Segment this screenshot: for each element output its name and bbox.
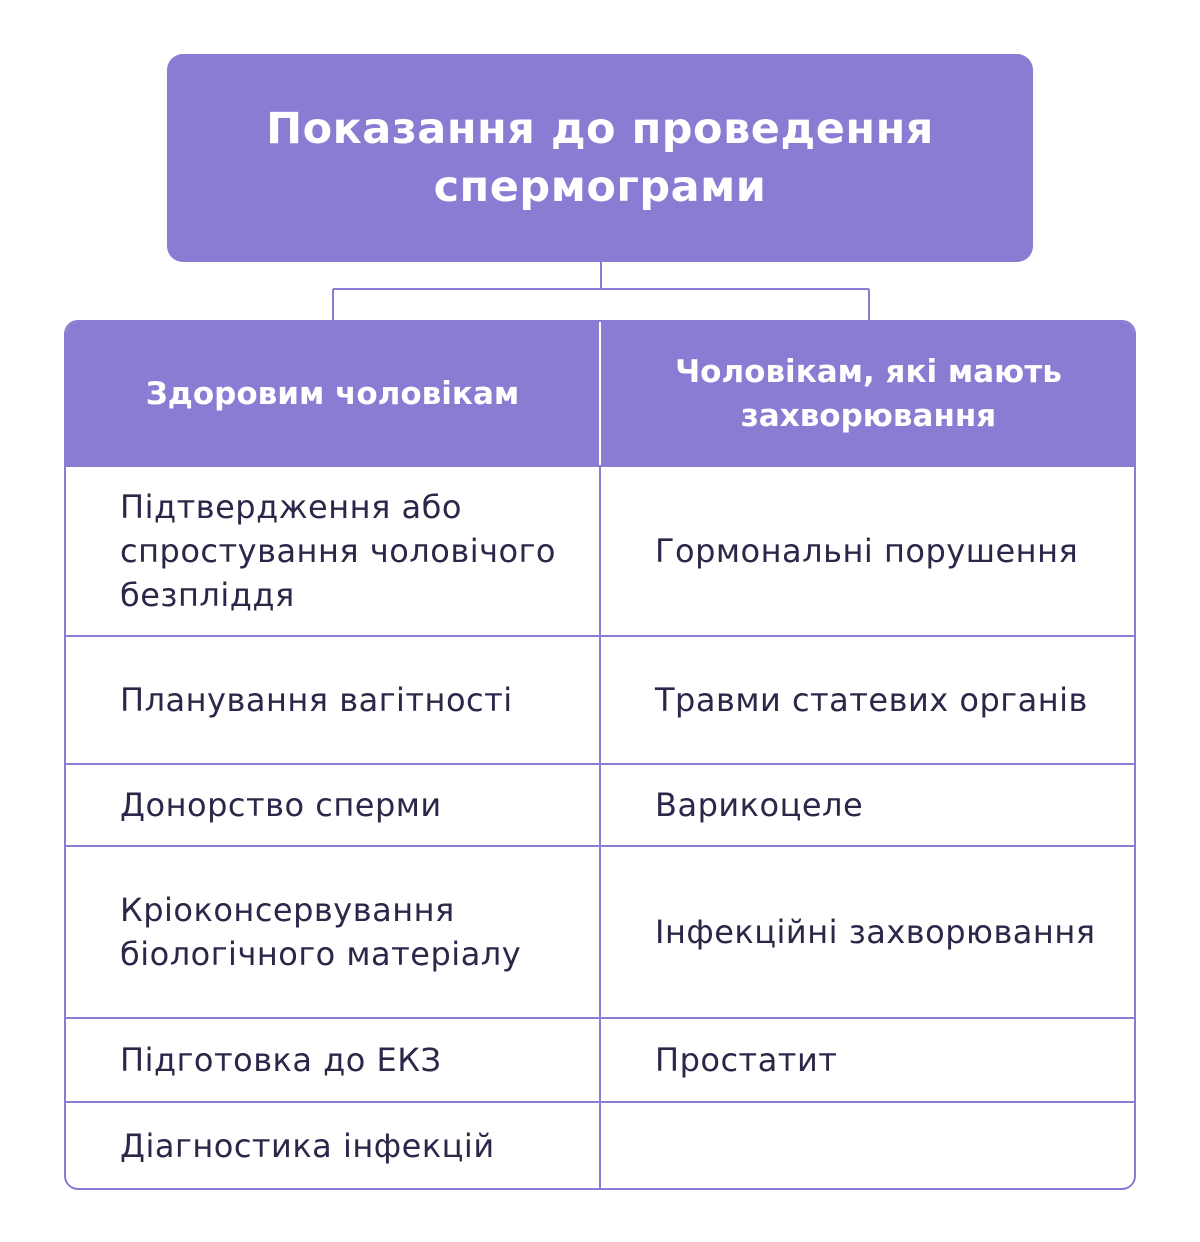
table-cell-left: Підготовка до ЕКЗ xyxy=(66,1017,601,1101)
column-header-label: Здоровим чоловікам xyxy=(145,375,520,412)
table-cell-left: Кріоконсервування біологічного матеріалу xyxy=(66,845,601,1017)
table-cell-left: Діагностика інфекцій xyxy=(66,1101,601,1188)
page-title: Показання до проведення спермограми xyxy=(266,104,934,212)
table-cell-left: Підтвердження або спростування чоловічого безпліддя xyxy=(66,465,601,635)
table-cell-right: Травми статевих органів xyxy=(601,635,1136,763)
table-cell-left: Планування вагітності xyxy=(66,635,601,763)
connector-lines xyxy=(0,0,1200,330)
column-header-diseases xyxy=(601,322,1136,465)
table-cell-right: Простатит xyxy=(601,1017,1136,1101)
table-cell-right: Варикоцеле xyxy=(601,763,1136,845)
table-cell-right xyxy=(601,1101,1136,1188)
column-header-label: Чоловікам, які мають захворювання xyxy=(675,353,1062,434)
table-cell-right: Інфекційні захворювання xyxy=(601,845,1136,1017)
table-cell-right: Гормональні порушення xyxy=(601,465,1136,635)
indications-table xyxy=(64,320,1136,1190)
table-cell-left: Донорство сперми xyxy=(66,763,601,845)
column-header-healthy xyxy=(66,322,601,465)
